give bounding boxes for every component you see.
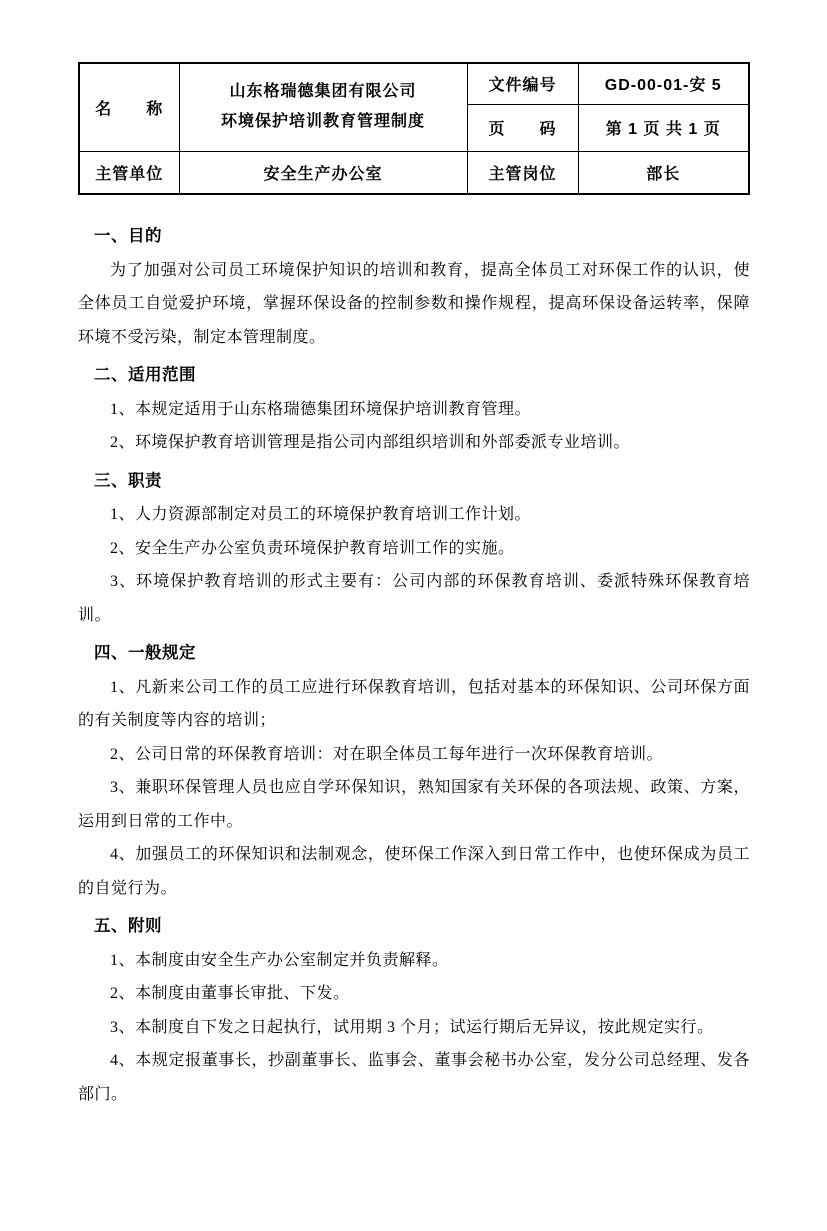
section-paragraph: 2、环境保护教育培训管理是指公司内部组织培训和外部委派专业培训。	[110, 434, 631, 451]
section-paragraph: 1、本制度由安全生产办公室制定并负责解释。	[110, 951, 449, 969]
document-section	[78, 359, 750, 460]
section-heading: 四、一般规定	[94, 644, 196, 662]
section-heading: 五、附则	[94, 917, 162, 935]
section-paragraph: 3、兼职环保管理人员也应自学环保知识，熟知国家有关环保的各项法规、政策、方案，运用到日常的工作中。	[78, 779, 750, 830]
section-paragraph: 2、安全生产办公室负责环境保护教育培训工作的实施。	[110, 539, 515, 557]
document-title-line2: 环境保护培训教育管理制度	[220, 113, 425, 131]
section-heading: 二、适用范围	[94, 366, 196, 384]
section-heading: 三、职责	[94, 471, 162, 490]
document-section	[78, 637, 750, 905]
section-paragraph: 为了加强对公司员工环境保护知识的培训和教育，提高全体员工对环保工作的认识，使全体员工自觉爱护环境，掌握环保设备的控制参数和操作规程，提高环保设备运转率，保障环境不受污染，制定本管理制度。	[78, 261, 750, 346]
document-sections	[0, 220, 827, 1111]
document-section	[78, 910, 750, 1111]
document-title-line1: 山东格瑞德集团有限公司	[229, 83, 417, 101]
section-paragraph: 4、本规定报董事长，抄副董事长、监事会、董事会秘书办公室，发分公司总经理、发各部门。	[78, 1052, 750, 1103]
page-label-cell: 页 码	[467, 104, 578, 151]
document-section	[78, 220, 750, 354]
section-paragraph: 3、本制度自下发之日起执行，试用期 3 个月；试运行期后无异议，按此规定实行。	[110, 1018, 714, 1036]
section-paragraph: 2、本制度由董事长审批、下发。	[110, 985, 350, 1002]
name-label-cell: 名 称	[79, 63, 179, 151]
section-paragraph: 1、凡新来公司工作的员工应进行环保教育培训，包括对基本的环保知识、公司环保方面的有关制度等内容的培训；	[78, 678, 750, 729]
section-paragraph: 3、环境保护教育培训的形式主要有：公司内部的环保教育培训、委派特殊环保教育培训。	[78, 573, 750, 624]
section-paragraph: 4、加强员工的环保知识和法制观念，使环保工作深入到日常工作中，也使环保成为员工的自觉行为。	[78, 846, 750, 897]
section-paragraph: 2、公司日常的环保教育培训：对在职全体员工每年进行一次环保教育培训。	[110, 745, 664, 763]
section-heading: 一、目的	[94, 227, 162, 245]
document-title-cell	[179, 63, 467, 151]
unit-label-cell: 主管单位	[79, 151, 179, 194]
doc-no-label-cell: 文件编号	[467, 63, 578, 104]
doc-no-value-cell: GD-00-01-安 5	[578, 63, 749, 104]
document-section	[78, 465, 750, 633]
section-paragraph: 1、本规定适用于山东格瑞德集团环境保护培训教育管理。	[110, 400, 532, 418]
document-header-table	[78, 62, 750, 195]
post-value-cell: 部长	[578, 151, 749, 194]
post-label-cell: 主管岗位	[467, 151, 578, 194]
document-page	[0, 62, 827, 1231]
unit-value-cell: 安全生产办公室	[179, 151, 467, 194]
section-paragraph: 1、人力资源部制定对员工的环境保护教育培训工作计划。	[110, 506, 532, 523]
page-value-cell: 第 1 页 共 1 页	[578, 104, 749, 151]
